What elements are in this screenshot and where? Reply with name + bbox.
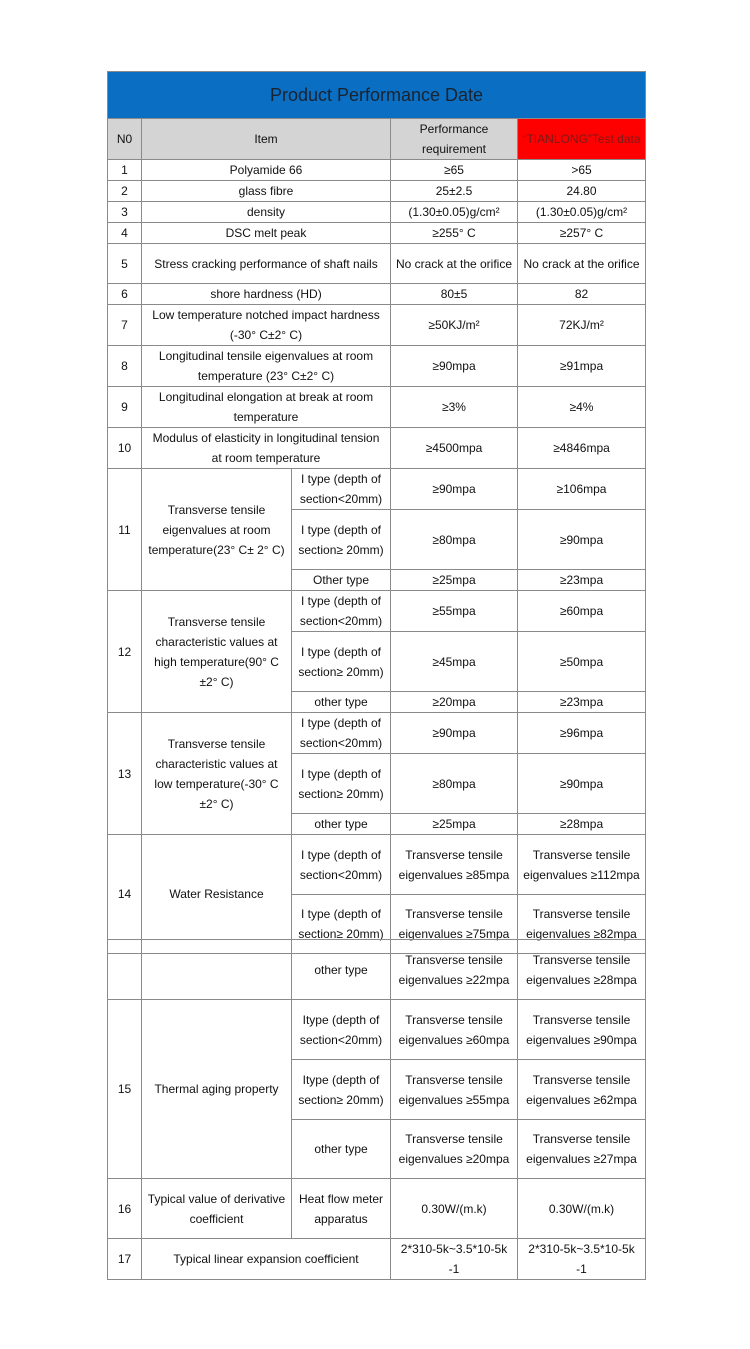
table-row — [108, 835, 646, 895]
item-name: Water Resistance — [142, 835, 292, 954]
item-name: shore hardness (HD) — [142, 284, 391, 305]
item-name: Longitudinal elongation at break at room temperature — [142, 387, 391, 428]
item-name: Transverse tensile characteristic values at low temperature(-30° C ±2° C) — [142, 713, 292, 835]
test-value: ≥90mpa — [518, 510, 646, 570]
table-row — [108, 1239, 646, 1280]
row-number: 2 — [108, 181, 142, 202]
requirement-value: Transverse tensile eigenvalues ≥20mpa — [391, 1120, 518, 1179]
table-row — [108, 244, 646, 284]
table-row — [108, 428, 646, 469]
test-value: ≥91mpa — [518, 346, 646, 387]
table-row — [108, 940, 646, 1000]
requirement-value: ≥90mpa — [391, 469, 518, 510]
test-value: >65 — [518, 160, 646, 181]
requirement-value: ≥45mpa — [391, 632, 518, 692]
row-number: 7 — [108, 305, 142, 346]
header-test-data: “TIANLONG”Test data — [518, 119, 646, 160]
table-title: Product Performance Date — [108, 72, 646, 119]
item-name: Low temperature notched impact hardness (-30° C±2° C) — [142, 305, 391, 346]
header-no: N0 — [108, 119, 142, 160]
row-number — [108, 940, 142, 1000]
sub-type: I type (depth of section≥ 20mm) — [292, 510, 391, 570]
row-number: 6 — [108, 284, 142, 305]
item-name: Polyamide 66 — [142, 160, 391, 181]
test-value: Transverse tensile eigenvalues ≥112mpa — [518, 835, 646, 895]
requirement-value: ≥50KJ/m² — [391, 305, 518, 346]
item-name: Transverse tensile characteristic values at high temperature(90° C ±2° C) — [142, 591, 292, 713]
performance-table — [107, 71, 646, 954]
test-value: 2*310-5k~3.5*10-5k -1 — [518, 1239, 646, 1280]
item-name: DSC melt peak — [142, 223, 391, 244]
requirement-value: ≥65 — [391, 160, 518, 181]
test-value: Transverse tensile eigenvalues ≥28mpa — [518, 940, 646, 1000]
test-value: (1.30±0.05)g/cm² — [518, 202, 646, 223]
requirement-value: ≥80mpa — [391, 754, 518, 814]
requirement-value: 25±2.5 — [391, 181, 518, 202]
test-value: 82 — [518, 284, 646, 305]
row-number: 15 — [108, 1000, 142, 1179]
requirement-value: ≥25mpa — [391, 570, 518, 591]
item-name: Typical value of derivative coefficient — [142, 1179, 292, 1239]
test-value: Transverse tensile eigenvalues ≥62mpa — [518, 1060, 646, 1120]
sub-type: other type — [292, 814, 391, 835]
requirement-value: ≥80mpa — [391, 510, 518, 570]
sub-type: other type — [292, 1120, 391, 1179]
row-number: 17 — [108, 1239, 142, 1280]
sub-type: I type (depth of section<20mm) — [292, 713, 391, 754]
test-value: ≥28mpa — [518, 814, 646, 835]
row-number: 1 — [108, 160, 142, 181]
table-row — [108, 1179, 646, 1239]
row-number: 11 — [108, 469, 142, 591]
requirement-value: (1.30±0.05)g/cm² — [391, 202, 518, 223]
row-number: 4 — [108, 223, 142, 244]
test-value: Transverse tensile eigenvalues ≥90mpa — [518, 1000, 646, 1060]
item-name: Typical linear expansion coefficient — [142, 1239, 391, 1280]
requirement-value: No crack at the orifice — [391, 244, 518, 284]
row-number: 14 — [108, 835, 142, 954]
sub-type: I type (depth of section<20mm) — [292, 469, 391, 510]
item-name: Stress cracking performance of shaft nails — [142, 244, 391, 284]
test-value: ≥4% — [518, 387, 646, 428]
requirement-value: ≥90mpa — [391, 346, 518, 387]
requirement-value: 0.30W/(m.k) — [391, 1179, 518, 1239]
sub-type: I type (depth of section≥ 20mm) — [292, 895, 391, 954]
requirement-value: Transverse tensile eigenvalues ≥75mpa — [391, 895, 518, 954]
requirement-value: ≥255° C — [391, 223, 518, 244]
item-name: Transverse tensile eigenvalues at room temperature(23° C± 2° C) — [142, 469, 292, 591]
sub-type: other type — [292, 692, 391, 713]
row-number: 5 — [108, 244, 142, 284]
table-row — [108, 284, 646, 305]
requirement-value: ≥4500mpa — [391, 428, 518, 469]
sub-type: Heat flow meter apparatus — [292, 1179, 391, 1239]
row-number: 10 — [108, 428, 142, 469]
table-row — [108, 469, 646, 510]
requirement-value: 80±5 — [391, 284, 518, 305]
header-item: Item — [142, 119, 391, 160]
table-row — [108, 387, 646, 428]
row-number: 3 — [108, 202, 142, 223]
sub-type: I type (depth of section<20mm) — [292, 835, 391, 895]
sub-type: other type — [292, 940, 391, 1000]
test-value: 72KJ/m² — [518, 305, 646, 346]
test-value: 0.30W/(m.k) — [518, 1179, 646, 1239]
table-row — [108, 202, 646, 223]
sub-type: Itype (depth of section<20mm) — [292, 1000, 391, 1060]
row-number: 9 — [108, 387, 142, 428]
sub-type: I type (depth of section≥ 20mm) — [292, 754, 391, 814]
requirement-value: ≥90mpa — [391, 713, 518, 754]
test-value: No crack at the orifice — [518, 244, 646, 284]
requirement-value: Transverse tensile eigenvalues ≥85mpa — [391, 835, 518, 895]
requirement-value: Transverse tensile eigenvalues ≥60mpa — [391, 1000, 518, 1060]
test-value: ≥50mpa — [518, 632, 646, 692]
requirement-value: Transverse tensile eigenvalues ≥22mpa — [391, 940, 518, 1000]
test-value: ≥106mpa — [518, 469, 646, 510]
requirement-value: ≥25mpa — [391, 814, 518, 835]
test-value: 24.80 — [518, 181, 646, 202]
item-name: glass fibre — [142, 181, 391, 202]
test-value: ≥90mpa — [518, 754, 646, 814]
sub-type: Other type — [292, 570, 391, 591]
test-value: ≥96mpa — [518, 713, 646, 754]
test-value: Transverse tensile eigenvalues ≥82mpa — [518, 895, 646, 954]
table-row — [108, 713, 646, 754]
sub-type: Itype (depth of section≥ 20mm) — [292, 1060, 391, 1120]
requirement-value: 2*310-5k~3.5*10-5k -1 — [391, 1239, 518, 1280]
requirement-value: ≥3% — [391, 387, 518, 428]
table-row — [108, 305, 646, 346]
table-row — [108, 346, 646, 387]
test-value: Transverse tensile eigenvalues ≥27mpa — [518, 1120, 646, 1179]
sub-type: I type (depth of section≥ 20mm) — [292, 632, 391, 692]
sub-type: I type (depth of section<20mm) — [292, 591, 391, 632]
test-value: ≥23mpa — [518, 570, 646, 591]
item-name: Thermal aging property — [142, 1000, 292, 1179]
test-value: ≥257° C — [518, 223, 646, 244]
row-number: 8 — [108, 346, 142, 387]
table-row — [108, 160, 646, 181]
item-name — [142, 940, 292, 1000]
item-name: density — [142, 202, 391, 223]
test-value: ≥60mpa — [518, 591, 646, 632]
performance-table-continued — [107, 939, 646, 1280]
row-number: 13 — [108, 713, 142, 835]
table-row — [108, 223, 646, 244]
test-value: ≥4846mpa — [518, 428, 646, 469]
table-row — [108, 1000, 646, 1060]
requirement-value: ≥20mpa — [391, 692, 518, 713]
table-row — [108, 181, 646, 202]
table-row — [108, 591, 646, 632]
header-requirement: Performance requirement — [391, 119, 518, 160]
item-name: Modulus of elasticity in longitudinal tension at room temperature — [142, 428, 391, 469]
test-value: ≥23mpa — [518, 692, 646, 713]
item-name: Longitudinal tensile eigenvalues at room temperature (23° C±2° C) — [142, 346, 391, 387]
row-number: 12 — [108, 591, 142, 713]
row-number: 16 — [108, 1179, 142, 1239]
requirement-value: Transverse tensile eigenvalues ≥55mpa — [391, 1060, 518, 1120]
requirement-value: ≥55mpa — [391, 591, 518, 632]
